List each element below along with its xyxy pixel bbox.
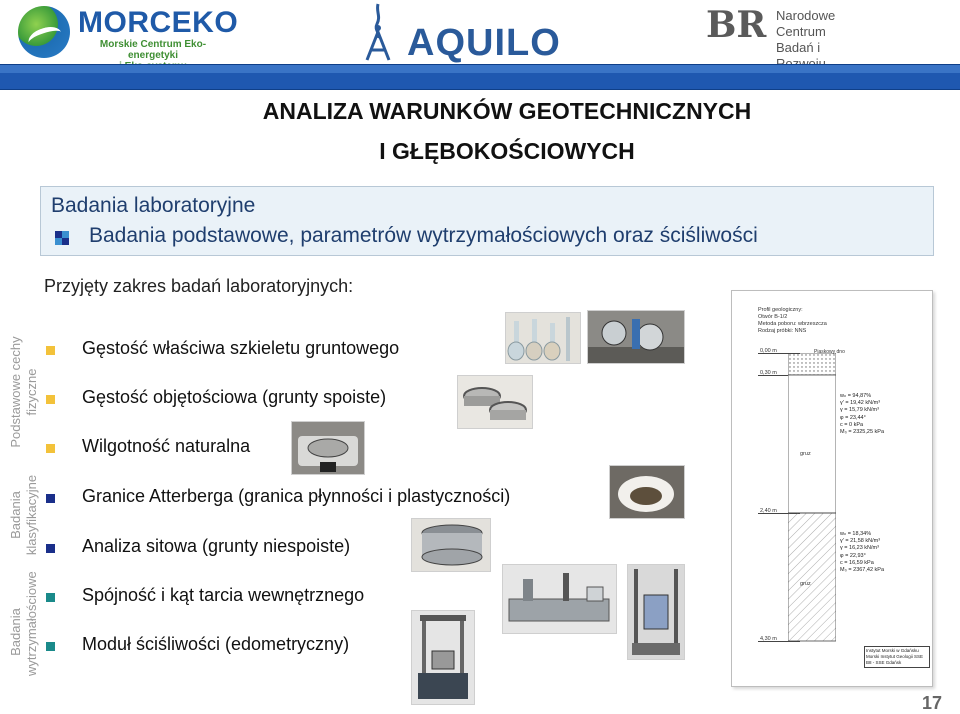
layer-label: gruz — [800, 581, 811, 587]
profile-footer — [864, 646, 930, 668]
parameter-value: φ = 23,44° — [840, 414, 866, 421]
parameter-value: φ = 22,93° — [840, 552, 866, 559]
header-band — [0, 64, 960, 90]
group-label-strength — [8, 571, 40, 676]
apparatus-photo — [587, 310, 685, 364]
group1-line2: fizyczne — [24, 368, 39, 416]
morceko-emblem-icon — [18, 6, 70, 58]
layer-label: gruz — [800, 451, 811, 457]
profile-footer-line: Instytut Morski w Gdańsku — [866, 648, 919, 653]
group-label-classification — [8, 460, 40, 570]
sieve-icon — [412, 519, 490, 571]
group3-line2: wytrzymałościowe — [24, 571, 39, 676]
bullet-icon — [46, 494, 55, 503]
soil-column — [788, 353, 836, 643]
parameter-value: wₙ = 94,87% — [840, 393, 872, 399]
depth-label: 2,40 m — [760, 508, 777, 514]
bullet-icon — [46, 346, 55, 355]
ncbr-line1: Narodowe Centrum — [776, 8, 836, 39]
list-item-label: Analiza sitowa (grunty niespoiste) — [82, 536, 351, 556]
profile-header-line: Otwór B-1/2 — [758, 314, 788, 320]
oedometer-photo — [411, 610, 475, 705]
ncbr-line2: Badań i — [776, 40, 821, 55]
profile-header-line: Metoda poboru: wbrzeszcza — [758, 321, 827, 327]
layer-label: Piaskowy dno — [814, 349, 845, 355]
bullet-icon — [46, 642, 55, 651]
profile-header — [758, 307, 827, 335]
profile-footer-line: Morski Instytut Geologii SSE — [866, 654, 924, 659]
morceko-subtitle-line1: Morskie Centrum Eko-energetyki — [99, 39, 207, 61]
bullet-icon — [46, 444, 55, 453]
parameter-value: M₀ = 2325,25 kPa — [840, 429, 885, 436]
bowl-icon — [610, 466, 684, 518]
list-item-label: Wilgotność naturalna — [82, 436, 251, 456]
shear-apparatus-icon — [503, 565, 616, 633]
bullet-icon — [46, 544, 55, 553]
sieves-photo — [411, 518, 491, 572]
parameter-value: wₙ = 18,34% — [840, 531, 872, 537]
group2-line1: Badania — [8, 491, 23, 539]
parameter-value: γ = 15,79 kN/m³ — [840, 407, 879, 414]
parameter-value: γ' = 21,58 kN/m³ — [840, 538, 881, 545]
group3-line1: Badania — [8, 608, 23, 656]
parameter-value: M₀ = 2367,42 kPa — [840, 567, 885, 574]
list-item-label: Granice Atterberga (granica płynności i plastyczności) — [82, 486, 511, 506]
triaxial-photo — [627, 564, 685, 660]
profile-header-line: Profil geologiczny: — [758, 307, 803, 313]
bullet-icon — [46, 395, 55, 404]
ncbr-logo — [706, 2, 866, 62]
shear-box-photo — [502, 564, 617, 634]
aquilo-logo — [363, 2, 561, 64]
parameters-layer1 — [840, 393, 884, 436]
group2-line2: klasyfikacyjne — [24, 474, 39, 556]
glassware-icon — [506, 313, 580, 363]
slide-title-line2: I GŁĘBOKOŚCIOWYCH — [379, 138, 635, 164]
profile-footer-line: B8 - SSE Gdańsk — [866, 660, 902, 665]
depth-label: 4,30 m — [760, 636, 777, 642]
bullet-icon — [46, 593, 55, 602]
lab-heading: Badania laboratoryjne — [51, 194, 256, 217]
parameters-layer2 — [840, 531, 884, 574]
scale-icon — [292, 422, 364, 474]
morceko-logo — [18, 4, 239, 62]
triaxial-cell-icon — [628, 565, 684, 659]
aquilo-logo-name: AQUILO — [407, 22, 561, 64]
sampling-rings-photo — [457, 375, 533, 429]
list-item-label: Gęstość właściwa szkieletu gruntowego — [82, 338, 400, 358]
lab-tests-box — [40, 186, 934, 256]
parameter-value: γ' = 19,42 kN/m³ — [840, 400, 881, 407]
page-number: 17 — [921, 693, 942, 713]
depth-label: 0,30 m — [760, 370, 777, 376]
moisture-analyzer-photo — [291, 421, 365, 475]
square-bullet-icon — [55, 231, 69, 245]
metal-ring-icon — [458, 376, 532, 428]
lab-subheading: Badania podstawowe, parametrów wytrzymałościowych oraz ściśliwości — [89, 224, 758, 247]
parameter-value: c = 16,59 kPa — [840, 559, 874, 566]
pycnometer-photo — [505, 312, 581, 364]
stirrer-icon — [588, 311, 684, 363]
list-item-label: Moduł ściśliwości (edometryczny) — [82, 634, 350, 654]
slide-title-line1: ANALIZA WARUNKÓW GEOTECHNICZNYCH — [262, 98, 752, 124]
aquilo-figure-icon — [363, 2, 393, 62]
parameter-value: γ = 16,23 kN/m³ — [840, 545, 879, 552]
group-label-physical — [8, 332, 40, 452]
group1-line1: Podstawowe cechy — [8, 336, 23, 448]
ncbr-logo-text — [776, 8, 866, 72]
list-item-label: Spójność i kąt tarcia wewnętrznego — [82, 585, 365, 605]
depth-label: 0,00 m — [760, 348, 777, 354]
morceko-logo-name: MORCEKO — [78, 6, 239, 39]
ncbr-logo-mark: BR — [706, 4, 767, 46]
geological-profile-card — [731, 290, 933, 687]
list-item-label: Gęstość objętościowa (grunty spoiste) — [82, 387, 387, 407]
scope-label: Przyjęty zakres badań laboratoryjnych: — [44, 276, 354, 296]
atterberg-bowl-photo — [609, 465, 685, 519]
profile-header-line: Rodzaj próbki: NNS — [758, 328, 807, 334]
parameter-value: c = 0 kPa — [840, 421, 864, 428]
oedometer-icon — [412, 611, 474, 704]
